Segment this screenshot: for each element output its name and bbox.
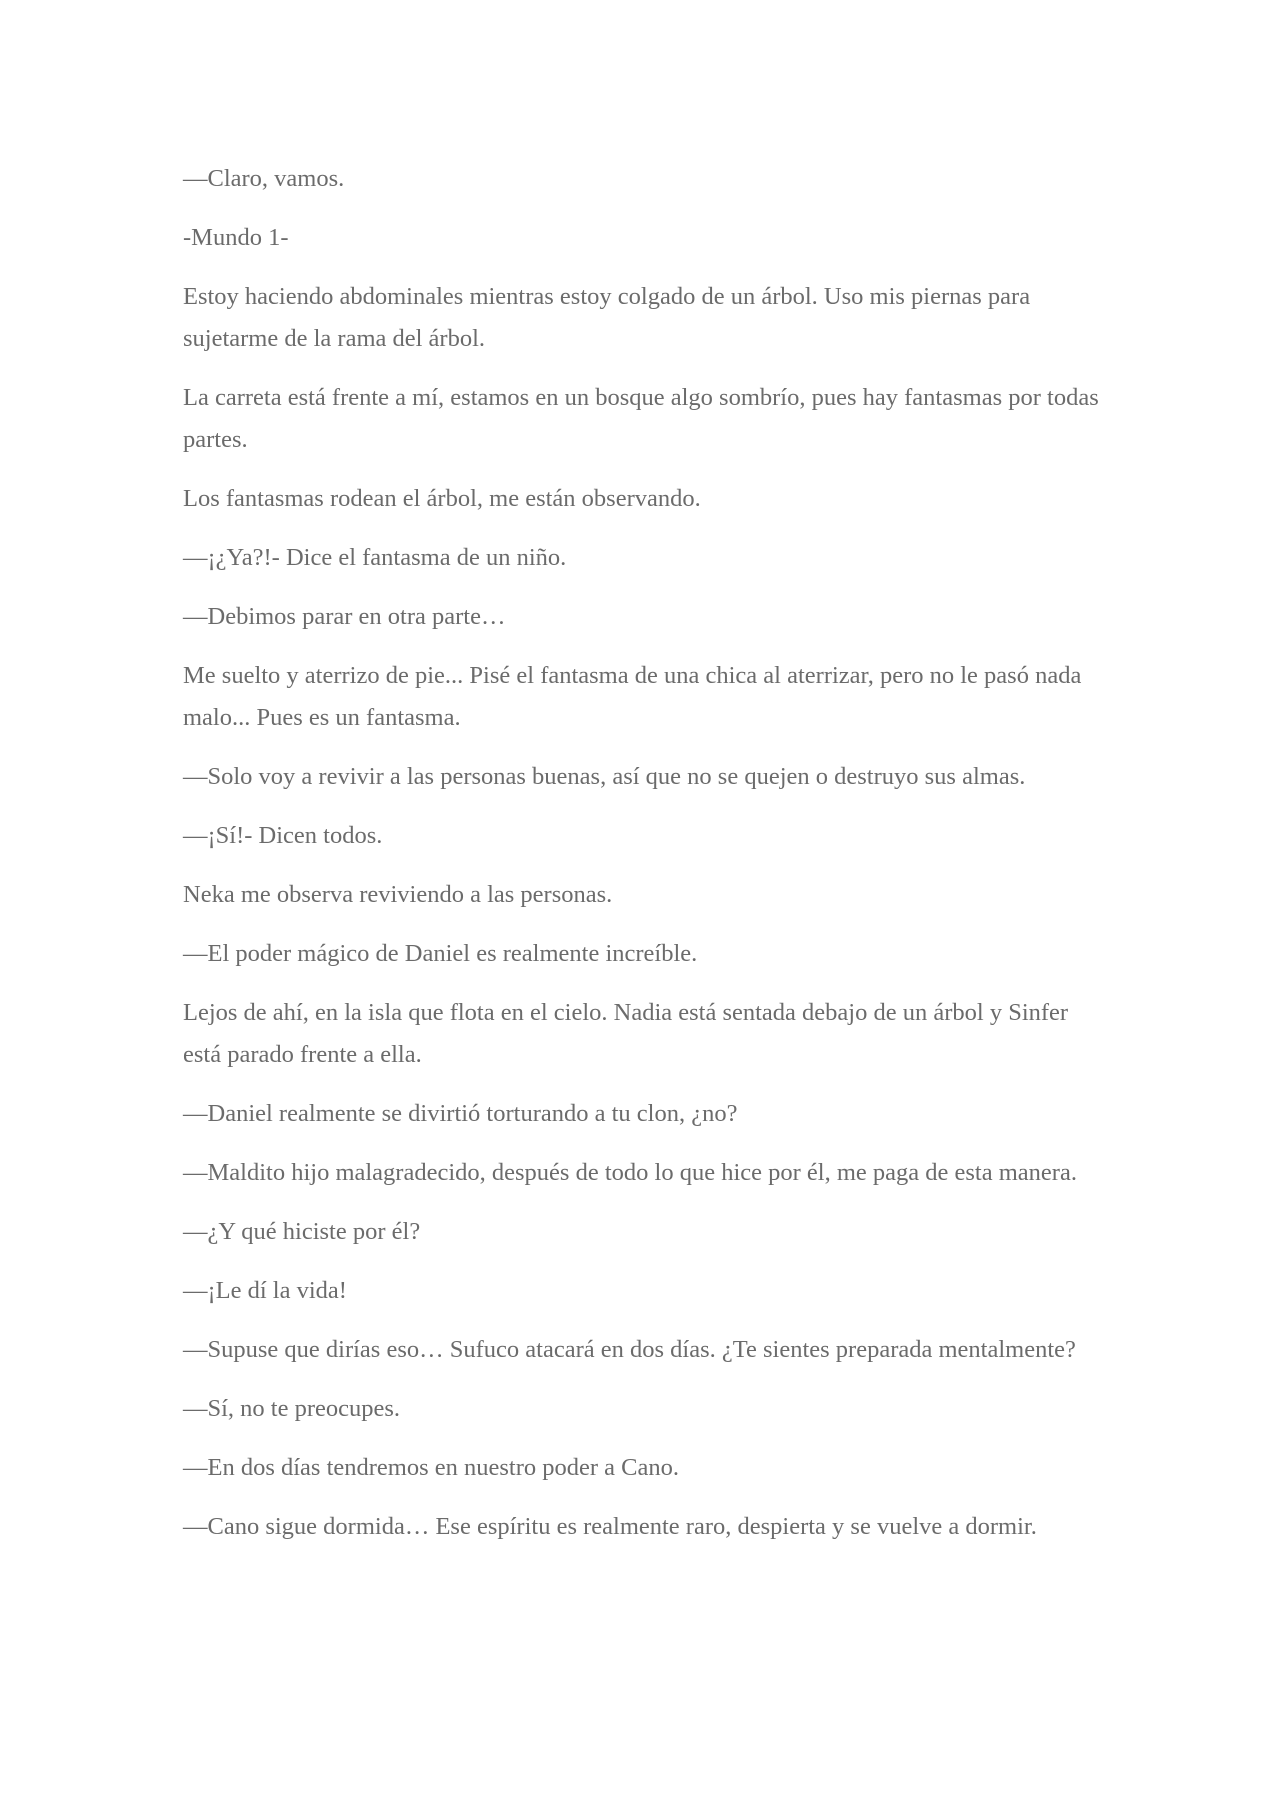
paragraph: Neka me observa reviviendo a las personas. (183, 881, 613, 908)
paragraph: —En dos días tendremos en nuestro poder a Cano. (183, 1454, 680, 1481)
paragraph: —Cano sigue dormida… Ese espíritu es realmente raro, despierta y se vuelve a dormir. (183, 1513, 1037, 1540)
paragraph: —Sí, no te preocupes. (183, 1395, 401, 1422)
paragraph: Lejos de ahí, en la isla que flota en el cielo. Nadia está sentada debajo de un árbol y Sinfer está parado frente a ella. (183, 999, 1069, 1068)
paragraph: —Daniel realmente se divirtió torturando a tu clon, ¿no? (183, 1100, 738, 1127)
paragraph: —Claro, vamos. (183, 165, 345, 192)
paragraph: La carreta está frente a mí, estamos en un bosque algo sombrío, pues hay fantasmas por todas partes. (183, 384, 1099, 453)
paragraph: —Maldito hijo malagradecido, después de todo lo que hice por él, me paga de esta manera. (183, 1159, 1077, 1186)
paragraph: —Supuse que dirías eso… Sufuco atacará en dos días. ¿Te sientes preparada mentalmente? (183, 1336, 1076, 1363)
paragraph: —¡¿Ya?!- Dice el fantasma de un niño. (183, 544, 567, 571)
paragraph: —¡Sí!- Dicen todos. (183, 822, 383, 849)
paragraph: Los fantasmas rodean el árbol, me están observando. (183, 485, 701, 512)
paragraph: Estoy haciendo abdominales mientras estoy colgado de un árbol. Uso mis piernas para sujetarme de la rama del árbol. (183, 283, 1031, 352)
paragraph: —Debimos parar en otra parte… (183, 603, 506, 630)
paragraph: —El poder mágico de Daniel es realmente increíble. (183, 940, 698, 967)
paragraph: —¡Le dí la vida! (183, 1277, 347, 1304)
paragraph: —¿Y qué hiciste por él? (183, 1218, 421, 1245)
document-text-body (183, 158, 1103, 1565)
paragraph: -Mundo 1- (183, 224, 289, 251)
paragraph: Me suelto y aterrizo de pie... Pisé el fantasma de una chica al aterrizar, pero no le pasó nada malo... Pues es un fantasma. (183, 662, 1082, 731)
paragraph: —Solo voy a revivir a las personas buenas, así que no se quejen o destruyo sus almas. (183, 763, 1026, 790)
